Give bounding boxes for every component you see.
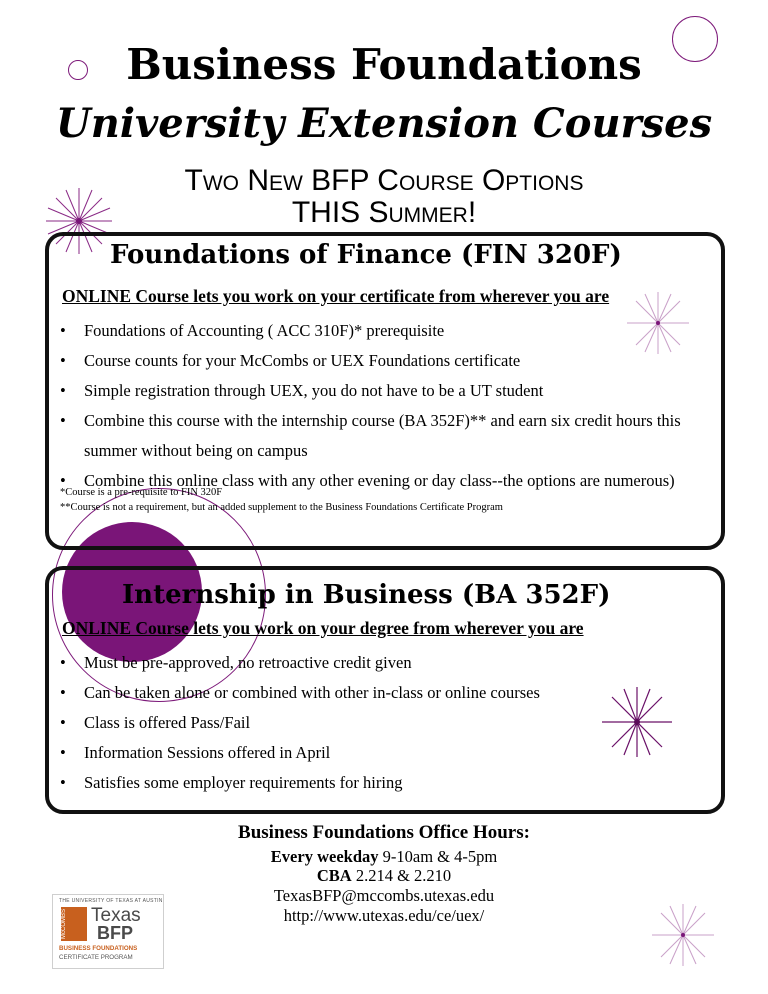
hours-label: Every weekday (270, 847, 379, 866)
list-item: • Course counts for your McCombs or UEX Foundations certificate (60, 346, 720, 376)
logo-mark-text: McCOMBS (61, 909, 67, 939)
hours-value: 9-10am & 4-5pm (382, 847, 498, 866)
list-item: • Can be taken alone or combined with other in-class or online courses (60, 678, 680, 708)
logo-mark (61, 907, 87, 941)
internship-course-heading: Internship in Business (BA 352F) (122, 580, 611, 610)
logo-program-line2: CERTIFICATE PROGRAM (59, 954, 133, 961)
finance-course-heading: Foundations of Finance (FIN 320F) (110, 240, 622, 270)
office-hours-line (0, 847, 768, 867)
office-url[interactable]: http://www.utexas.edu/ce/uex/ (283, 906, 485, 925)
list-item: • Information Sessions offered in April (60, 738, 680, 768)
room-label: CBA (316, 866, 352, 885)
list-item: • Combine this course with the internship course (BA 352F)** and earn six credit hours this summer without being on campus (60, 406, 720, 466)
texas-bfp-logo (52, 894, 164, 969)
footnote: *Course is a pre-requisite to FIN 320F (60, 487, 223, 498)
list-item: • Foundations of Accounting ( ACC 310F)* prerequisite (60, 316, 720, 346)
office-hours-title: Business Foundations Office Hours: (238, 822, 530, 843)
logo-program-line1: BUSINESS FOUNDATIONS (59, 945, 138, 952)
announcement-line: THIS Summer! (291, 196, 477, 229)
list-item: • Satisfies some employer requirements for hiring (60, 768, 680, 798)
logo-bfp: BFP (97, 923, 133, 943)
logo-university-text: THE UNIVERSITY OF TEXAS AT AUSTIN (59, 898, 163, 904)
finance-course-bullets (60, 316, 720, 496)
internship-course-lead: ONLINE Course lets you work on your degree from wherever you are (62, 618, 584, 638)
office-room-line (0, 866, 768, 886)
logo-texas: Texas (91, 905, 141, 926)
room-value: 2.214 & 2.210 (355, 866, 452, 885)
page-subtitle: University Extension Courses (55, 100, 713, 147)
list-item: • Must be pre-approved, no retroactive credit given (60, 648, 680, 678)
office-email[interactable]: TexasBFP@mccombs.utexas.edu (273, 886, 495, 905)
internship-course-bullets (60, 648, 680, 798)
list-item: • Combine this online class with any other evening or day class--the options are numerous) (60, 466, 720, 496)
page-title: Business Foundations (126, 40, 642, 89)
announcement-line: Two New BFP Course Options (184, 164, 584, 197)
list-item: • Simple registration through UEX, you do not have to be a UT student (60, 376, 720, 406)
finance-course-lead: ONLINE Course lets you work on your certificate from wherever you are (62, 286, 610, 306)
list-item: • Class is offered Pass/Fail (60, 708, 680, 738)
footnote: **Course is not a requirement, but an added supplement to the Business Foundations Certificate Program (60, 502, 503, 513)
